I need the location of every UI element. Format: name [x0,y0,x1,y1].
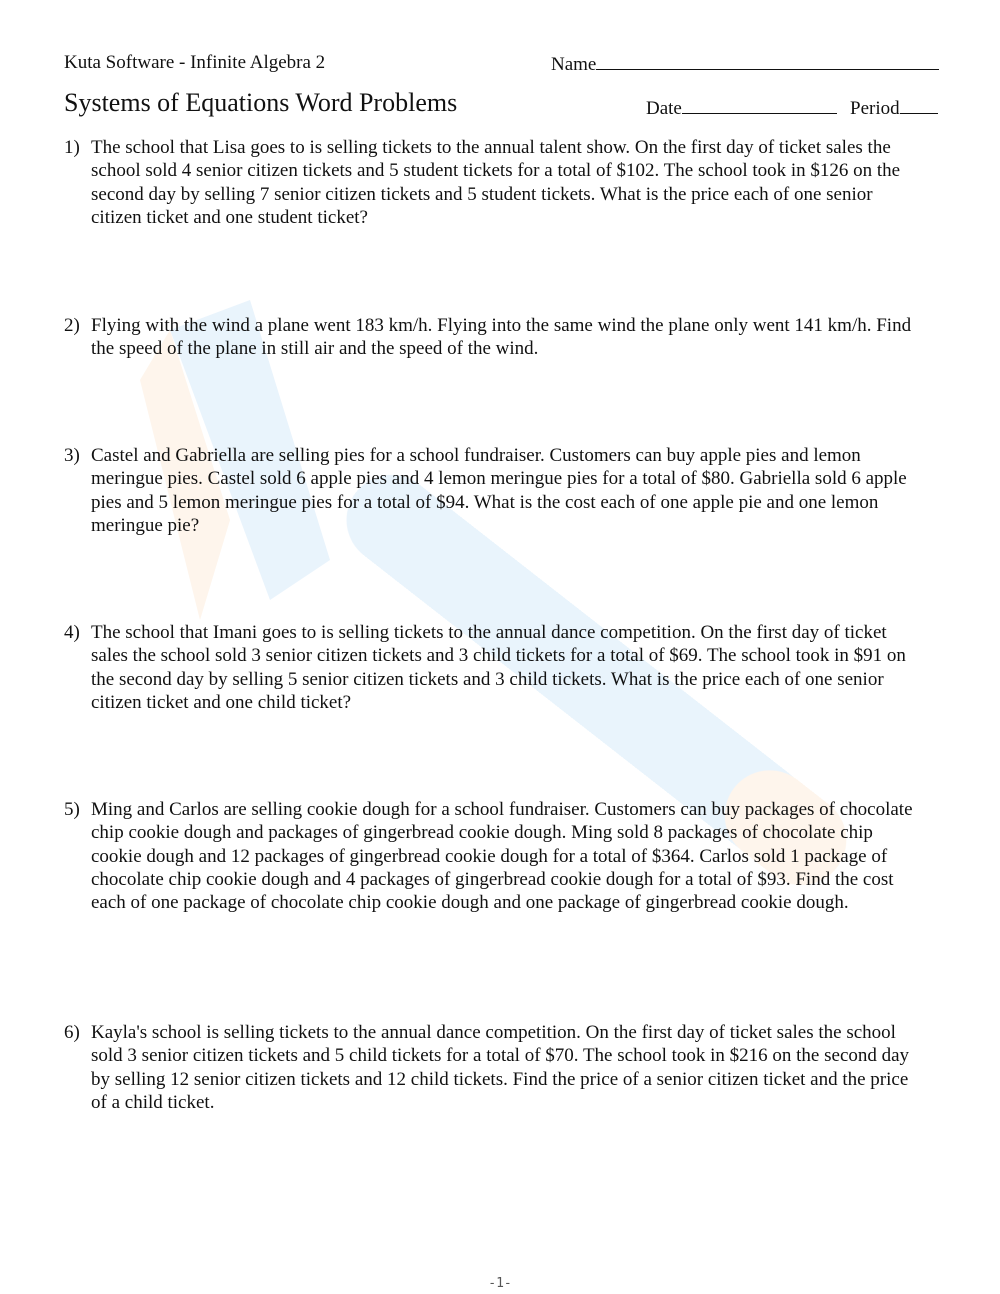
problem-text: Ming and Carlos are selling cookie dough for a school fundraiser. Customers can buy packages of chocolate chip cookie dough and packages of gingerbread cookie dough. Ming sold 8 packages of chocolate chip cookie dough and 12 packages of gingerbread cookie dough for a total of $364. Carlos sold 1 package of chocolate chip cookie dough and 4 packages of gingerbread cookie dough for a total of $93. Find the cost each of one package of chocolate chip cookie dough and one package of gingerbread cookie dough. [91,799,913,914]
problem-text: Castel and Gabriella are selling pies for a school fundraiser. Customers can buy apple pies and lemon meringue pies. Castel sold 6 apple pies and 4 lemon meringue pies for a total of $80. Gabriella sold 6 apple pies and 5 lemon meringue pies for a total of $94. What is the cost each of one apple pie and one lemon meringue pie? [91,445,907,536]
page-number: -1- [488,1276,512,1291]
software-label: Kuta Software - Infinite Algebra 2 [64,52,326,73]
period-label: Period [850,98,900,119]
name-blank[interactable] [596,52,939,70]
period-field[interactable] [850,96,938,120]
problem-number: 2) [64,315,80,336]
problem-1 [64,136,924,229]
problem-6 [64,1021,924,1114]
problem-5 [64,798,924,914]
problem-number: 3) [64,445,80,466]
date-blank[interactable] [682,96,837,114]
problem-text: Kayla's school is selling tickets to the annual dance competition. On the first day of ticket sales the school sold 3 senior citizen tickets and 5 child tickets for a total of $70. The school took in $216 on the second day by selling 12 senior citizen tickets and 12 child tickets. Find the price of a senior citizen ticket and the price of a child ticket. [91,1022,910,1113]
problem-3 [64,444,924,537]
problem-number: 4) [64,622,80,643]
date-field[interactable] [646,96,837,120]
problem-4 [64,621,924,714]
problem-text: The school that Lisa goes to is selling tickets to the annual talent show. On the first day of ticket sales the school sold 4 senior citizen tickets and 5 student tickets for a total of $102. The school took in $126 on the second day by selling 7 senior citizen tickets and 5 student tickets. What is the price each of one senior citizen ticket and one student ticket? [91,137,901,228]
problem-number: 1) [64,137,80,158]
name-field[interactable] [551,52,939,76]
problem-2 [64,314,924,361]
period-blank[interactable] [900,96,938,114]
date-label: Date [646,98,682,119]
name-label: Name [551,54,597,75]
problem-text: The school that Imani goes to is selling tickets to the annual dance competition. On the first day of ticket sales the school sold 3 senior citizen tickets and 3 child tickets for a total of $69. The school took in $91 on the second day by selling 5 senior citizen tickets and 3 child tickets. What is the price each of one senior citizen ticket and one child ticket? [91,622,906,713]
page-title: Systems of Equations Word Problems [64,88,458,117]
problem-number: 6) [64,1022,80,1043]
problem-text: Flying with the wind a plane went 183 km/h. Flying into the same wind the plane only went 141 km/h. Find the speed of the plane in still air and the speed of the wind. [91,315,912,360]
problem-number: 5) [64,799,80,820]
